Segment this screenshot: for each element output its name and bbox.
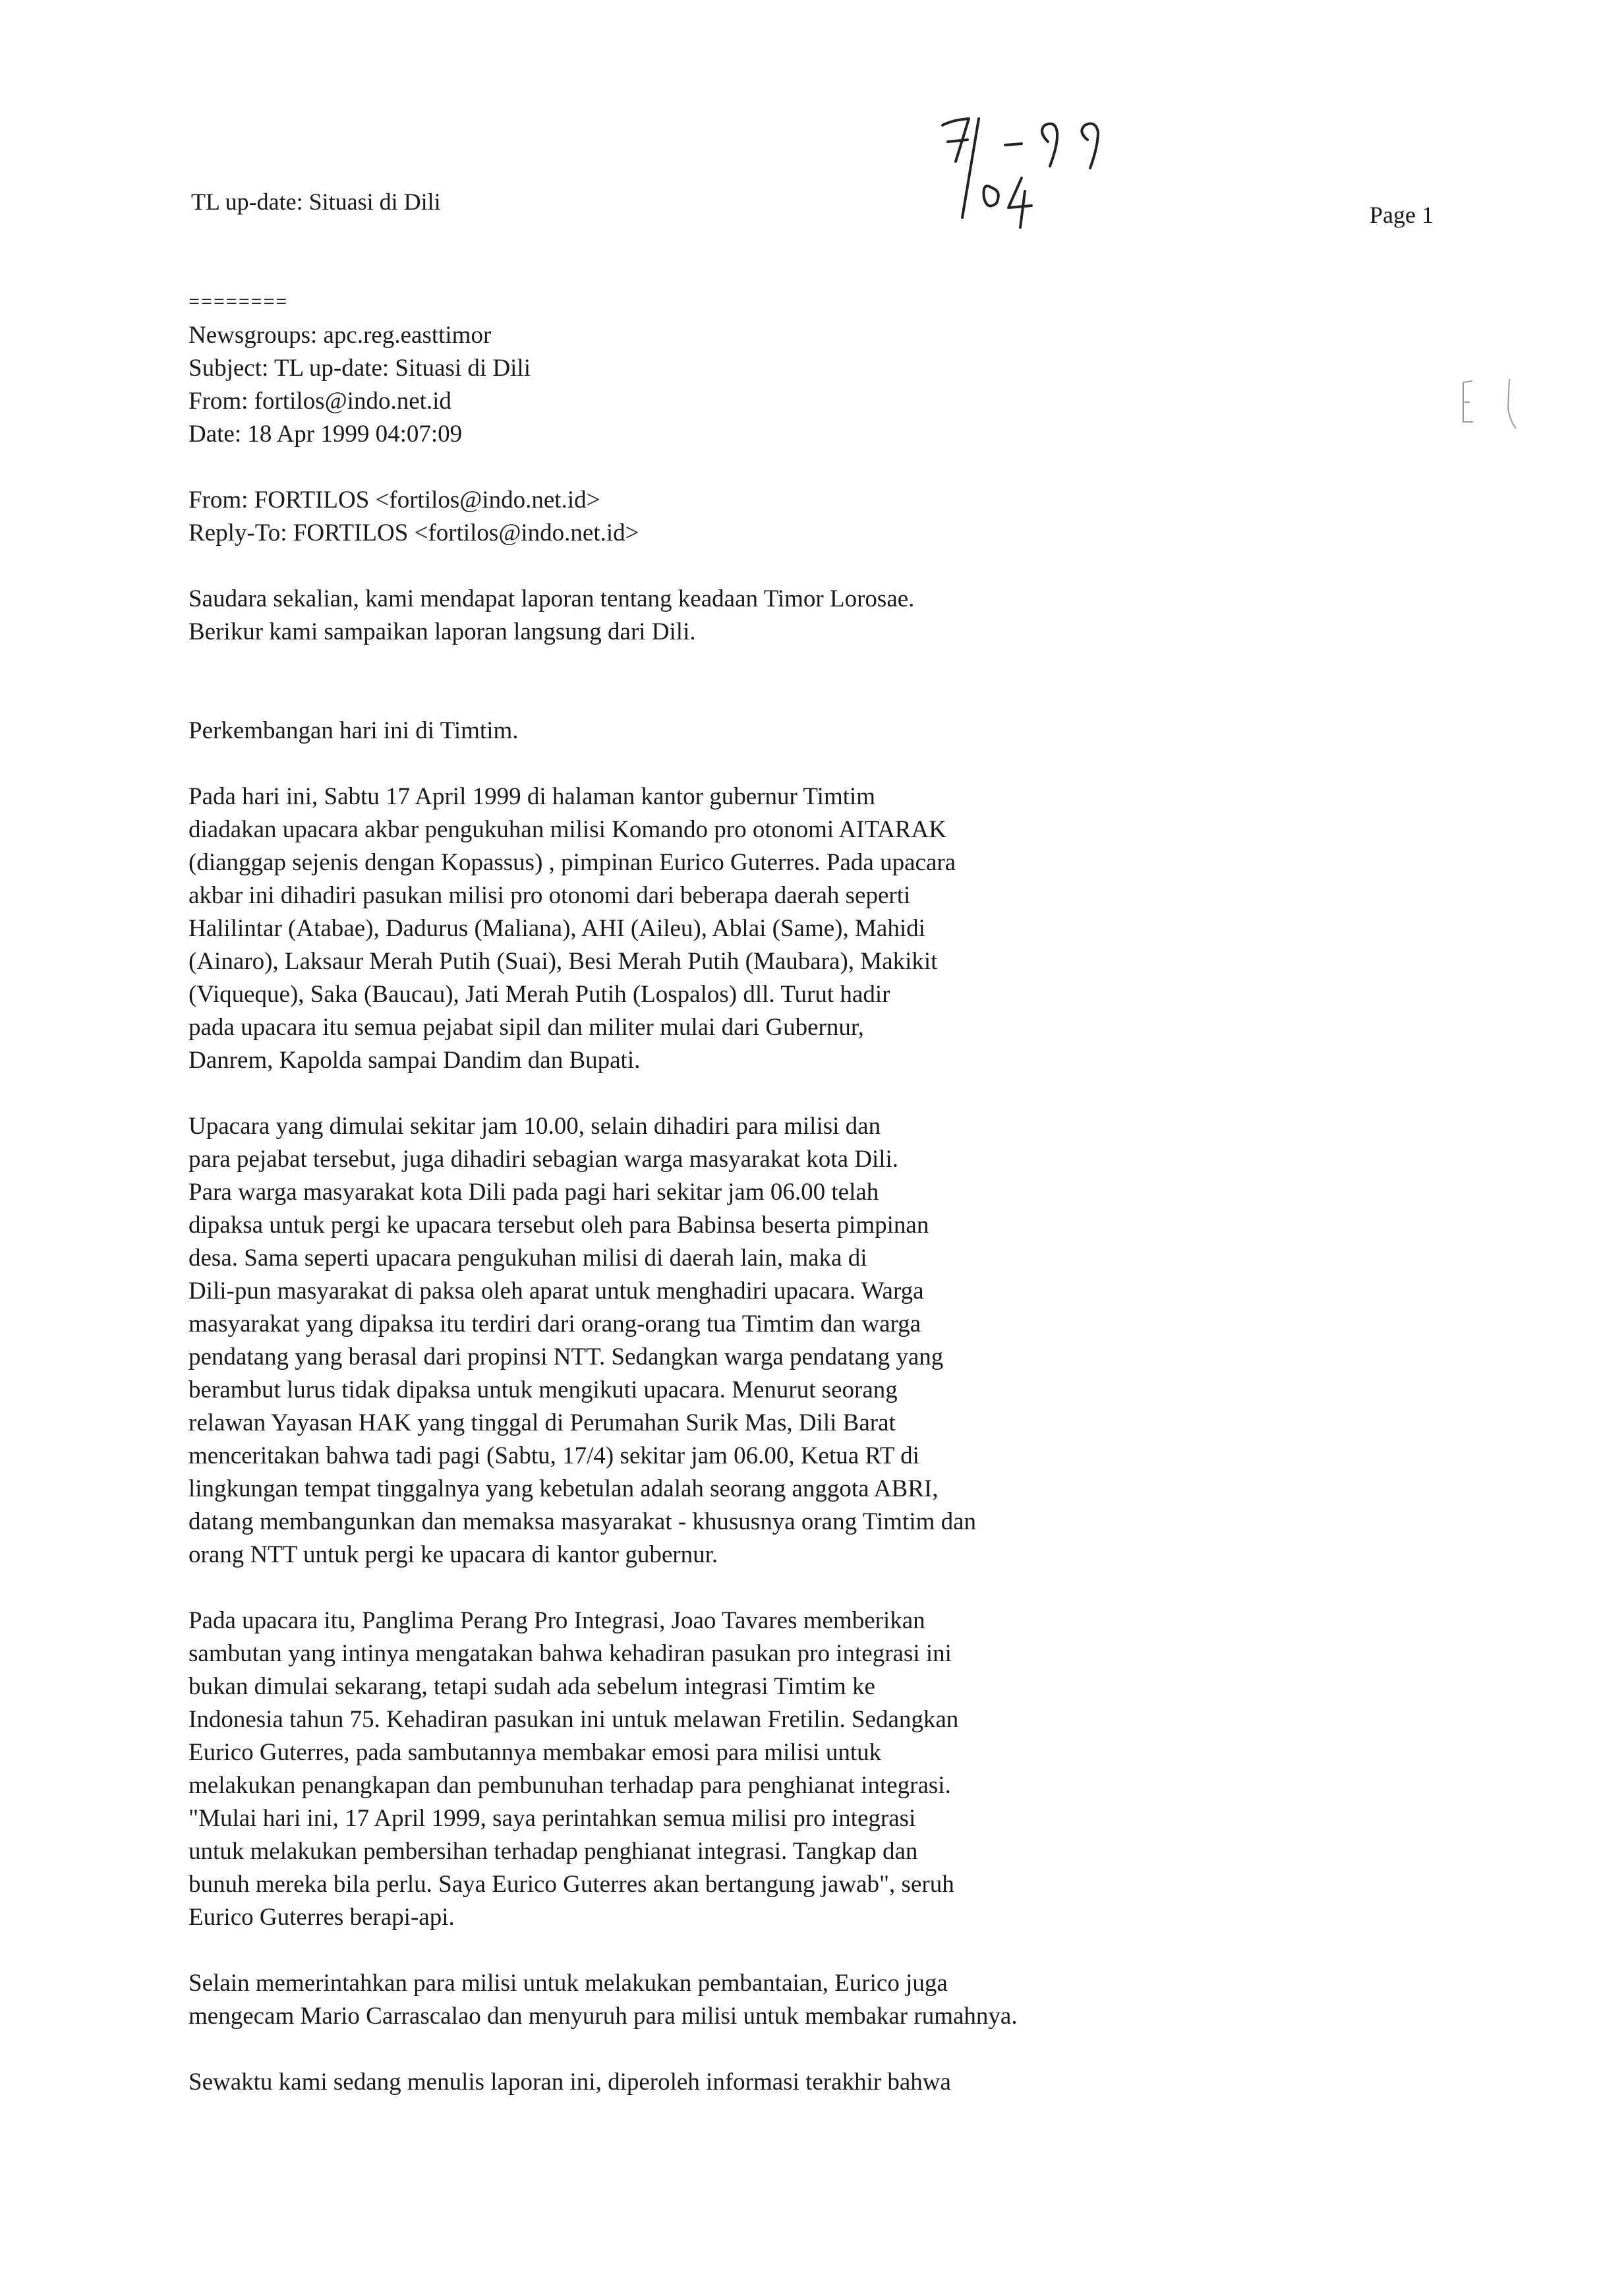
paragraph-line: Pada upacara itu, Panglima Perang Pro Integrasi, Joao Tavares memberikan	[188, 1607, 925, 1634]
paragraph-line: diadakan upacara akbar pengukuhan milisi Komando pro otonomi AITARAK	[188, 816, 946, 843]
margin-scan-mark	[1450, 369, 1529, 461]
subject-line: Subject: TL up-date: Situasi di Dili	[188, 355, 531, 382]
paragraph-line: Para warga masyarakat kota Dili pada pagi hari sekitar jam 06.00 telah	[188, 1179, 879, 1206]
paragraph-line: akbar ini dihadiri pasukan milisi pro otonomi dari beberapa daerah seperti	[188, 882, 911, 909]
paragraph-line: Selain memerintahkan para milisi untuk melakukan pembantaian, Eurico juga	[188, 1970, 948, 1997]
email-body	[188, 289, 1441, 2099]
paragraph-line: bukan dimulai sekarang, tetapi sudah ada sebelum integrasi Timtim ke	[188, 1673, 875, 1700]
paragraph-line: mengecam Mario Carrascalao dan menyuruh para milisi untuk membakar rumahnya.	[188, 2003, 1018, 2030]
separator-line: ========	[188, 291, 289, 312]
paragraph-5	[188, 2066, 1441, 2099]
paragraph-line: masyarakat yang dipaksa itu terdiri dari orang-orang tua Timtim dan warga	[188, 1310, 921, 1338]
intro-line: Saudara sekalian, kami mendapat laporan tentang keadaan Timor Lorosae.	[188, 585, 915, 612]
paragraph-line: untuk melakukan pembersihan terhadap penghianat integrasi. Tangkap dan	[188, 1838, 918, 1865]
handwriting-scribble-icon	[916, 105, 1153, 250]
paragraph-3	[188, 1604, 1441, 1934]
paragraph-line: lingkungan tempat tinggalnya yang kebetulan adalah seorang anggota ABRI,	[188, 1475, 939, 1502]
paragraph-line: Eurico Guterres, pada sambutannya membakar emosi para milisi untuk	[188, 1739, 882, 1766]
paragraph-line: Upacara yang dimulai sekitar jam 10.00, selain dihadiri para milisi dan	[188, 1113, 881, 1140]
paragraph-line: para pejabat tersebut, juga dihadiri sebagian warga masyarakat kota Dili.	[188, 1146, 899, 1173]
from-line: From: fortilos@indo.net.id	[188, 388, 451, 415]
paragraph-line: dipaksa untuk pergi ke upacara tersebut oleh para Babinsa beserta pimpinan	[188, 1212, 929, 1239]
paragraph-1	[188, 780, 1441, 1077]
paragraph-line: menceritakan bahwa tadi pagi (Sabtu, 17/4) sekitar jam 06.00, Ketua RT di	[188, 1442, 919, 1469]
paragraph-line: melakukan penangkapan dan pembunuhan terhadap para penghianat integrasi.	[188, 1772, 951, 1799]
paragraph-line: relawan Yayasan HAK yang tinggal di Perumahan Surik Mas, Dili Barat	[188, 1409, 896, 1436]
paragraph-line: bunuh mereka bila perlu. Saya Eurico Guterres akan bertangung jawab", seruh	[188, 1871, 954, 1898]
date-line: Date: 18 Apr 1999 04:07:09	[188, 421, 463, 448]
from-header-line: From: FORTILOS <fortilos@indo.net.id>	[188, 486, 600, 514]
handwritten-date-annotation	[916, 105, 1153, 250]
paragraph-line: Indonesia tahun 75. Kehadiran pasukan ini untuk melawan Fretilin. Sedangkan	[188, 1706, 959, 1733]
page-header-title: TL up-date: Situasi di Dili	[191, 189, 441, 215]
paragraph-line: Eurico Guterres berapi-api.	[188, 1904, 455, 1931]
paragraph-line: (Viqueque), Saka (Baucau), Jati Merah Putih (Lospalos) dll. Turut hadir	[188, 981, 890, 1008]
scan-artifact-icon	[1450, 369, 1529, 461]
paragraph-line: Dili-pun masyarakat di paksa oleh aparat untuk menghadiri upacara. Warga	[188, 1278, 924, 1305]
paragraph-line: pendatang yang berasal dari propinsi NTT. Sedangkan warga pendatang yang	[188, 1343, 944, 1370]
paragraph-line: Halilintar (Atabae), Dadurus (Maliana), AHI (Aileu), Ablai (Same), Mahidi	[188, 915, 925, 942]
paragraph-line: pada upacara itu semua pejabat sipil dan militer mulai dari Gubernur,	[188, 1014, 864, 1041]
section-heading: Perkembangan hari ini di Timtim.	[188, 717, 519, 744]
paragraph-line: (Ainaro), Laksaur Merah Putih (Suai), Besi Merah Putih (Maubara), Makikit	[188, 948, 938, 975]
intro-line: Berikur kami sampaikan laporan langsung dari Dili.	[188, 618, 696, 645]
paragraph-line: desa. Sama seperti upacara pengukuhan milisi di daerah lain, maka di	[188, 1245, 867, 1272]
paragraph-4	[188, 1967, 1441, 2033]
newsgroups-line: Newsgroups: apc.reg.easttimor	[188, 322, 492, 349]
paragraph-line: sambutan yang intinya mengatakan bahwa kehadiran pasukan pro integrasi ini	[188, 1640, 952, 1667]
paragraph-line: berambut lurus tidak dipaksa untuk mengikuti upacara. Menurut seorang	[188, 1376, 898, 1403]
paragraph-line: orang NTT untuk pergi ke upacara di kantor gubernur.	[188, 1541, 718, 1568]
paragraph-line: datang membangunkan dan memaksa masyarakat - khususnya orang Timtim dan	[188, 1508, 977, 1535]
paragraph-line: Pada hari ini, Sabtu 17 April 1999 di halaman kantor gubernur Timtim	[188, 783, 876, 810]
paragraph-line: Danrem, Kapolda sampai Dandim dan Bupati.	[188, 1047, 641, 1074]
paragraph-line: "Mulai hari ini, 17 April 1999, saya perintahkan semua milisi pro integrasi	[188, 1805, 916, 1832]
paragraph-2	[188, 1110, 1441, 1572]
paragraph-line: (dianggap sejenis dengan Kopassus) , pimpinan Eurico Guterres. Pada upacara	[188, 849, 956, 876]
page-number: Page 1	[1370, 202, 1434, 228]
reply-to-line: Reply-To: FORTILOS <fortilos@indo.net.id>	[188, 519, 639, 546]
paragraph-line: Sewaktu kami sedang menulis laporan ini, diperoleh informasi terakhir bahwa	[188, 2069, 951, 2096]
